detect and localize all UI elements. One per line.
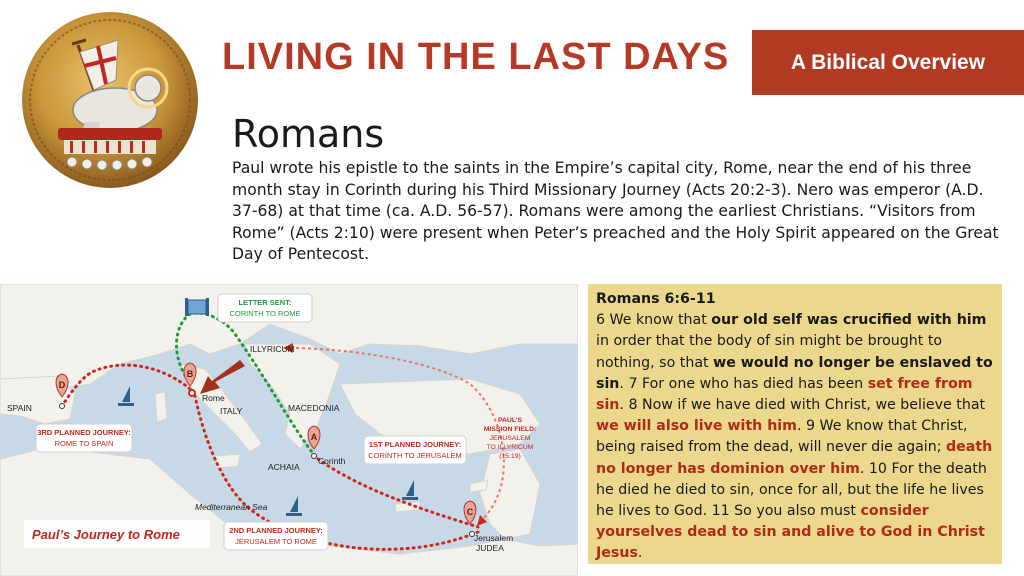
passage-segment: we will also live with him [596, 418, 797, 435]
label-spain: SPAIN [7, 403, 32, 413]
svg-text:C: C [466, 507, 474, 517]
callout-second-journey [224, 522, 328, 550]
callout-letter-sent [218, 294, 312, 322]
svg-text:ROME TO SPAIN: ROME TO SPAIN [54, 439, 114, 448]
svg-text:2ND PLANNED JOURNEY:: 2ND PLANNED JOURNEY: [229, 526, 323, 535]
callout-first-journey [364, 436, 466, 464]
label-achaia: ACHAIA [268, 462, 300, 472]
book-title: Romans [232, 112, 385, 156]
svg-text:LETTER SENT:: LETTER SENT: [238, 298, 292, 307]
svg-text:JERUSALEM TO ROME: JERUSALEM TO ROME [235, 537, 317, 546]
passage-segment: . 8 Now if we have died with Christ, we believe that [619, 397, 986, 414]
svg-text:JERUSALEM: JERUSALEM [489, 435, 531, 442]
callout-third-journey [36, 424, 132, 452]
svg-text:CORINTH TO JERUSALEM: CORINTH TO JERUSALEM [368, 451, 462, 460]
svg-text:MISSION FIELD:: MISSION FIELD: [483, 426, 537, 433]
svg-text:CORINTH TO ROME: CORINTH TO ROME [229, 309, 301, 318]
svg-text:B: B [186, 369, 194, 379]
lamb-of-god-mosaic-logo [20, 10, 200, 190]
svg-text:3RD PLANNED JOURNEY:: 3RD PLANNED JOURNEY: [37, 428, 131, 437]
label-corinth: Corinth [318, 456, 346, 466]
subtitle-badge: A Biblical Overview [752, 30, 1024, 95]
passage-segment: death no longer has dominion over him [596, 439, 993, 477]
label-macedonia: MACEDONIA [288, 403, 340, 413]
svg-text:PAUL’S: PAUL’S [497, 417, 523, 424]
label-italy: ITALY [220, 406, 243, 416]
book-intro-paragraph: Paul wrote his epistle to the saints in the Empire’s capital city, Rome, near the end of his three month stay in Corinth during his Third Missionary Journey (Acts 20:2-3). Nero was emperor (A.D. 37-68) at that time (ca. A.D. 56-57). Romans were among the earliest Christians. “Visitors from Rome” (Acts 2:10) were present when Peter’s preached and the Holy Spirit appeared on the Great Day of Pentecost. [232, 159, 999, 263]
passage-segment: in order that the body of sin might be brought to nothing, so that [596, 333, 943, 371]
passage-segment: . [637, 545, 643, 562]
label-jerusalem: Jerusalem [474, 533, 514, 543]
passage-text [596, 310, 994, 564]
svg-text:D: D [58, 380, 66, 390]
label-judea: JUDEA [476, 543, 504, 553]
passage-segment: we would no longer be enslaved to sin [596, 354, 993, 392]
passage-segment: set free from sin [596, 375, 973, 414]
svg-text:Paul’s Journey to Rome: Paul’s Journey to Rome [32, 527, 180, 542]
svg-text:TO ILLYRICUM: TO ILLYRICUM [486, 444, 534, 451]
map-caption [24, 520, 210, 548]
passage-segment: consider yourselves dead to sin and alive to God in Christ Jesus [596, 503, 985, 562]
passage-reference: Romans 6:6-11 [596, 291, 716, 307]
label-rome: Rome [202, 393, 225, 403]
journey-map [0, 284, 578, 576]
scripture-passage-box [588, 284, 1002, 564]
svg-text:1ST PLANNED JOURNEY:: 1ST PLANNED JOURNEY: [368, 440, 462, 449]
passage-segment: our old self was crucified with him [711, 312, 987, 329]
passage-segment: 6 We know that [596, 312, 712, 329]
svg-text:A: A [310, 432, 318, 442]
passage-segment: . 10 For the death he died he died to sin, once for all, but the life he lives he lives to God. 11 So you also must [596, 460, 987, 520]
scroll-icon [185, 298, 209, 316]
passage-segment: . 9 We know that Christ, being raised from the dead, will never die again; [596, 418, 968, 456]
svg-text:(15:19): (15:19) [499, 453, 521, 460]
label-illyricum: ILLYRICUM [250, 344, 295, 354]
page-title: LIVING IN THE LAST DAYS [222, 36, 730, 78]
passage-segment: . 7 For one who has died has been [619, 375, 868, 392]
label-mediterranean-sea: Mediterranean Sea [195, 502, 268, 512]
